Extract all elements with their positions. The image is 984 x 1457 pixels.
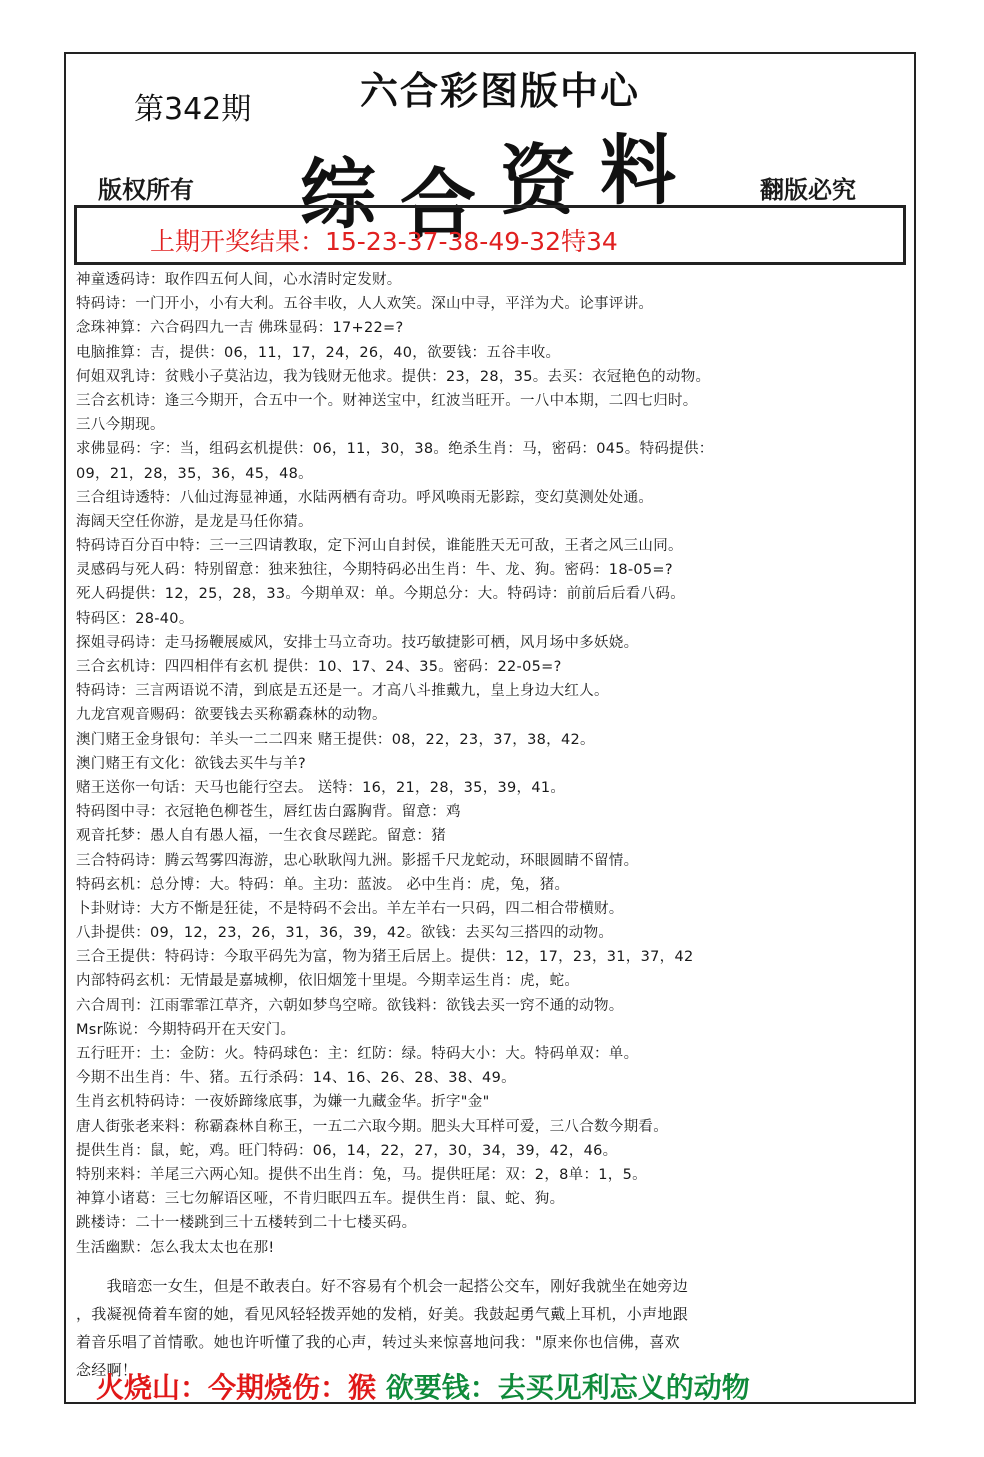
content-line: 特码玄机：总分博：大。特码：单。主功：蓝波。 必中生肖：虎，兔，猪。 <box>76 876 570 893</box>
content-line: 澳门赌王金身银句：羊头一二二四来 赌王提供：08，22，23，37，38，42。 <box>76 731 595 748</box>
content-line: 五行旺开：土：金防：火。特码球色：主：红防：绿。特码大小：大。特码单双：单。 <box>76 1046 639 1062</box>
content-line: 求佛显码：字：当，组码玄机提供：06，11，30，38。绝杀生肖：马，密码：045。特码提供： <box>76 441 714 458</box>
content-line: 六合周刊：江雨霏霏江草齐，六朝如梦鸟空啼。欲钱料：欲钱去买一窍不通的动物。 <box>76 997 624 1014</box>
bottom-banner-green: 欲要钱：去买见利忘义的动物 <box>376 1371 750 1404</box>
content-line: 三合玄机诗：逢三今期开，合五中一个。财神送宝中，红波当旺开。一八中本期，二四七归时。 <box>76 392 698 409</box>
content-line: 唐人街张老来料：称霸森林自称王，一五二六取今期。肥头大耳样可爱，三八合数今期看。 <box>76 1118 668 1135</box>
content-line: 特别来料：羊尾三六两心知。提供不出生肖：兔，马。提供旺尾：双：2，8单：1，5。 <box>76 1166 647 1183</box>
content-line: 09，21，28，35，36，45，48。 <box>76 465 313 482</box>
content-line: 九龙宫观音赐码：欲要钱去买称霸森林的动物。 <box>76 707 387 724</box>
content-line: 特码图中寻：衣冠艳色柳苍生，唇红齿白露胸背。留意：鸡 <box>76 804 461 821</box>
content-line: 跳楼诗：二十一楼跳到三十五楼转到二十七楼买码。 <box>76 1215 417 1232</box>
content-line: Msr陈说：今期特码开在天安门。 <box>76 1021 296 1038</box>
main-title-char-4: 料 <box>600 126 676 215</box>
content-line: 赌王送你一句话：天马也能行空去。 送特：16，21，28，35，39，41。 <box>76 779 566 796</box>
content-line: 澳门赌王有文化：欲钱去买牛与羊? <box>76 755 306 772</box>
content-line: 观音托梦：愚人自有愚人福，一生衣食尽蹉跎。留意：猪 <box>76 828 446 845</box>
content-line: 生活幽默：怎么我太太也在那! <box>76 1239 275 1256</box>
main-title-char-2: 合 <box>400 160 476 249</box>
content-line: 特码区：28-40。 <box>76 610 194 627</box>
content-line: 三合王提供：特码诗：今取平码先为富，物为猪王后居上。提供：12，17，23，31，37，42 <box>76 949 694 966</box>
content-line: 特码诗百分百中特：三一三四请教取，定下河山自封侯，谁能胜天无可敌，王者之风三山同。 <box>76 538 683 555</box>
issue-number: 第342期 <box>134 92 252 127</box>
content-line: 三合组诗透特：八仙过海显神通，水陆两栖有奇功。呼风唤雨无影踪，变幻莫测处处通。 <box>76 489 654 506</box>
content-line: 神算小诸葛：三七勿解语区哑，不肯归眠四五车。提供生肖：鼠、蛇、狗。 <box>76 1191 565 1208</box>
content-line: 死人码提供：12，25，28，33。今期单双：单。今期总分：大。特码诗：前前后后看八码。 <box>76 586 685 603</box>
content-line: 八卦提供：09，12，23，26，31，36，39，42。欲钱：去买勾三搭四的动物。 <box>76 925 614 942</box>
publisher-title: 六合彩图版中心 <box>360 68 641 113</box>
piracy-warning-tag: 翻版必究 <box>760 175 856 204</box>
content-line: 三合特码诗：腾云驾雾四海游，忠心耿耿闯九洲。影摇千尺龙蛇动，环眼圆睛不留情。 <box>76 852 639 869</box>
content-line: 三合玄机诗：四四相伴有玄机 提供：10、17、24、35。密码：22-05=? <box>76 659 562 675</box>
story-line: 我暗恋一女生，但是不敢表白。好不容易有个机会一起搭公交车，刚好我就坐在她旁边 <box>76 1277 689 1295</box>
content-line: 内部特码玄机：无情最是嘉城柳，依旧烟笼十里堤。今期幸运生肖：虎，蛇。 <box>76 973 580 990</box>
story-line: 着音乐唱了首情歌。她也许听懂了我的心声，转过头来惊喜地问我："原来你也信佛，喜欢 <box>76 1333 680 1351</box>
bottom-banner-red: 火烧山：今期烧伤：猴 <box>96 1371 377 1404</box>
bottom-banner <box>96 1366 750 1406</box>
content-line: 今期不出生肖：牛、猪。五行杀码：14、16、26、28、38、49。 <box>76 1070 516 1087</box>
content-line: 海阔天空任你游，是龙是马任你猜。 <box>76 513 313 530</box>
content-line: 何姐双乳诗：贫贱小子莫沾边，我为钱财无他求。提供：23，28，35。去买：衣冠艳色的动物。 <box>76 368 711 385</box>
story-line: 念经啊！ <box>76 1361 138 1379</box>
story-line: ，我凝视倚着车窗的她，看见风轻轻拨弄她的发梢，好美。我鼓起勇气戴上耳机，小声地跟 <box>76 1305 689 1323</box>
copyright-tag: 版权所有 <box>98 175 194 204</box>
content-line: 生肖玄机特码诗：一夜娇蹄缘底事，为嫌一九藏金华。折字"金" <box>76 1094 490 1111</box>
content-line: 电脑推算：吉，提供：06，11，17，24，26，40，欲要钱：五谷丰收。 <box>76 344 561 361</box>
content-line: 三八今期现。 <box>76 417 165 434</box>
content-line: 卜卦财诗：大方不惭是狂徒，不是特码不会出。羊左羊右一只码，四二相合带横财。 <box>76 900 624 917</box>
previous-result: 上期开奖结果：15-23-37-38-49-32特34 <box>150 227 618 256</box>
main-title-char-1: 综 <box>300 150 376 239</box>
content-lines <box>76 268 910 1260</box>
content-line: 探姐寻码诗：走马扬鞭展威风，安排士马立奇功。技巧敏捷影可栖，风月场中多妖娆。 <box>76 634 639 651</box>
content-line: 念珠神算：六合码四九一吉 佛珠显码：17+22=? <box>76 320 404 337</box>
main-title-char-3: 资 <box>500 136 576 225</box>
content-line: 特码诗：一门开小，小有大利。五谷丰收，人人欢笑。深山中寻，平洋为犬。论事评讲。 <box>76 296 654 313</box>
content-line: 灵感码与死人码：特别留意：独来独往，今期特码必出生肖：牛、龙、狗。密码：18-05=? <box>76 562 673 579</box>
content-line: 特码诗：三言两语说不清，到底是五还是一。才高八斗推戴九，皇上身边大红人。 <box>76 683 609 700</box>
content-line: 神童透码诗：取作四五何人间，心水清时定发财。 <box>76 272 402 288</box>
content-line: 提供生肖：鼠，蛇，鸡。旺门特码：06，14，22，27，30，34，39，42，46。 <box>76 1142 618 1159</box>
